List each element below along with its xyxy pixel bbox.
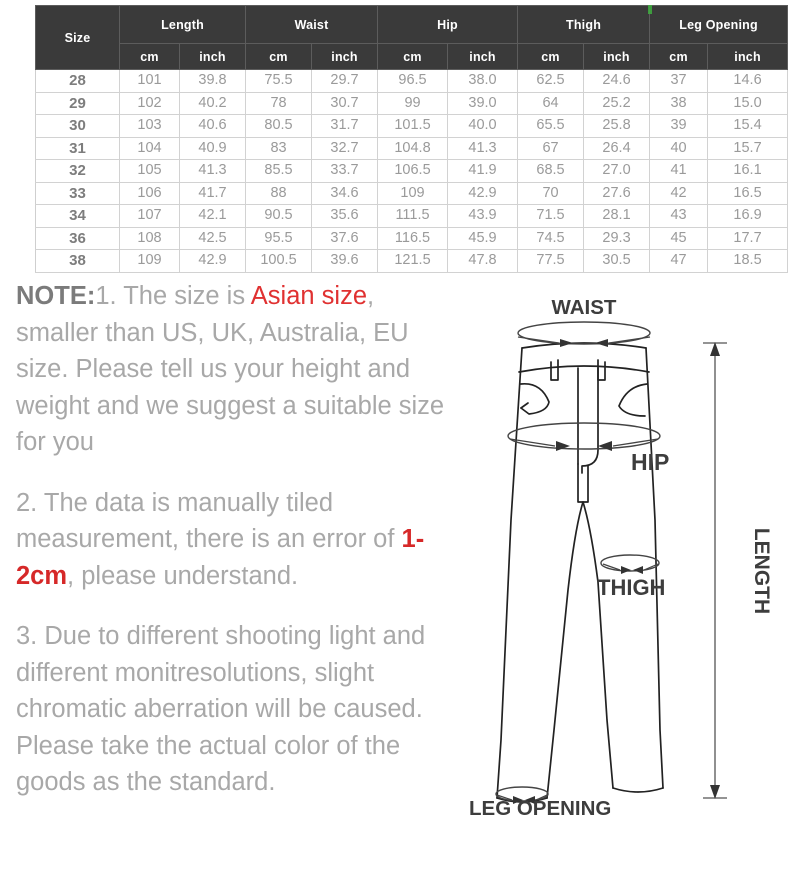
belt-loop-right — [598, 360, 605, 380]
cell-measure: 43.9 — [448, 205, 518, 228]
note-1-text-b: , smaller than US, UK, Australia, EU size. Please tell us your height and weight and we suggest a suitable size for you — [16, 282, 445, 456]
header-group-length: Length — [120, 6, 246, 44]
header-group-waist: Waist — [246, 6, 378, 44]
hip-measure-ellipse — [508, 423, 660, 449]
cell-measure: 37.6 — [312, 227, 378, 250]
cell-measure: 41 — [650, 160, 708, 183]
table-row — [36, 227, 788, 250]
note-item-3 — [16, 618, 456, 801]
jeans-measurement-illustration — [455, 290, 790, 830]
header-unit-length-cm: cm — [120, 44, 180, 70]
header-unit-hip-inch: inch — [448, 44, 518, 70]
table-row — [36, 92, 788, 115]
note-3-text: 3. Due to different shooting light and different monitresolutions, slight chromatic aberration will be caused. Please take the actual color of the goods as the standard. — [16, 622, 426, 796]
cell-measure: 106.5 — [378, 160, 448, 183]
header-unit-waist-inch: inch — [312, 44, 378, 70]
belt-loop-left — [551, 360, 558, 380]
cell-measure: 15.0 — [708, 92, 788, 115]
cell-measure: 116.5 — [378, 227, 448, 250]
cell-measure: 78 — [246, 92, 312, 115]
note-1-highlight: Asian size — [250, 282, 368, 310]
cell-size: 29 — [36, 92, 120, 115]
header-unit-leg-opening-inch: inch — [708, 44, 788, 70]
cell-measure: 42.1 — [180, 205, 246, 228]
cell-measure: 15.7 — [708, 137, 788, 160]
cell-measure: 29.7 — [312, 70, 378, 93]
cell-measure: 14.6 — [708, 70, 788, 93]
cell-measure: 41.3 — [180, 160, 246, 183]
cell-measure: 16.5 — [708, 182, 788, 205]
cell-measure: 62.5 — [518, 70, 584, 93]
cell-measure: 43 — [650, 205, 708, 228]
pants-left-outseam — [497, 348, 522, 798]
cell-measure: 42.9 — [180, 250, 246, 273]
cell-measure: 34.6 — [312, 182, 378, 205]
cell-measure: 104 — [120, 137, 180, 160]
cell-measure: 27.0 — [584, 160, 650, 183]
cell-measure: 40.2 — [180, 92, 246, 115]
cell-measure: 17.7 — [708, 227, 788, 250]
header-row-units — [36, 44, 788, 70]
cell-measure: 27.6 — [584, 182, 650, 205]
cell-measure: 90.5 — [246, 205, 312, 228]
cell-measure: 108 — [120, 227, 180, 250]
size-chart-table-container — [35, 5, 762, 273]
cell-measure: 28.1 — [584, 205, 650, 228]
cell-measure: 106 — [120, 182, 180, 205]
label-thigh: THIGH — [597, 575, 666, 600]
table-row — [36, 115, 788, 138]
cell-measure: 105 — [120, 160, 180, 183]
table-row — [36, 250, 788, 273]
cell-measure: 111.5 — [378, 205, 448, 228]
cell-measure: 121.5 — [378, 250, 448, 273]
cell-measure: 77.5 — [518, 250, 584, 273]
fly-bottom — [578, 464, 588, 502]
cell-measure: 74.5 — [518, 227, 584, 250]
cell-measure: 95.5 — [246, 227, 312, 250]
cell-measure: 15.4 — [708, 115, 788, 138]
pocket-left — [521, 384, 549, 414]
inseam-left — [547, 502, 583, 798]
table-header — [36, 6, 788, 70]
cell-measure: 102 — [120, 92, 180, 115]
thigh-arrows — [621, 566, 643, 574]
cell-size: 31 — [36, 137, 120, 160]
cell-size: 30 — [36, 115, 120, 138]
green-marker — [648, 5, 652, 14]
cell-measure: 38.0 — [448, 70, 518, 93]
cell-measure: 99 — [378, 92, 448, 115]
cell-measure: 25.8 — [584, 115, 650, 138]
inseam-right — [583, 502, 613, 788]
cell-measure: 65.5 — [518, 115, 584, 138]
cell-measure: 64 — [518, 92, 584, 115]
cell-measure: 75.5 — [246, 70, 312, 93]
table-row — [36, 137, 788, 160]
cell-measure: 100.5 — [246, 250, 312, 273]
cell-measure: 40.9 — [180, 137, 246, 160]
pants-waistband-bottom — [519, 366, 649, 372]
table-row — [36, 182, 788, 205]
cell-measure: 33.7 — [312, 160, 378, 183]
cell-measure: 83 — [246, 137, 312, 160]
waist-measure-ellipse — [518, 322, 650, 344]
cell-measure: 67 — [518, 137, 584, 160]
cell-measure: 42.9 — [448, 182, 518, 205]
cell-size: 34 — [36, 205, 120, 228]
size-chart-table — [35, 5, 788, 273]
note-2-highlight: 1-2cm — [16, 525, 425, 590]
cell-measure: 45.9 — [448, 227, 518, 250]
header-group-leg-opening: Leg Opening — [650, 6, 788, 44]
cell-measure: 85.5 — [246, 160, 312, 183]
header-size: Size — [36, 6, 120, 70]
cell-measure: 109 — [120, 250, 180, 273]
cell-measure: 31.7 — [312, 115, 378, 138]
cell-size: 32 — [36, 160, 120, 183]
cell-measure: 42.5 — [180, 227, 246, 250]
cell-measure: 16.1 — [708, 160, 788, 183]
header-unit-thigh-inch: inch — [584, 44, 650, 70]
note-2-text-a: 2. The data is manually tiled measurement, there is an error of — [16, 488, 402, 553]
cell-measure: 16.9 — [708, 205, 788, 228]
header-unit-waist-cm: cm — [246, 44, 312, 70]
cell-size: 36 — [36, 227, 120, 250]
cell-measure: 39.0 — [448, 92, 518, 115]
cell-measure: 45 — [650, 227, 708, 250]
label-waist: WAIST — [551, 296, 617, 319]
cell-measure: 25.2 — [584, 92, 650, 115]
note-label: NOTE: — [16, 282, 96, 310]
cell-measure: 39.6 — [312, 250, 378, 273]
cell-measure: 103 — [120, 115, 180, 138]
header-unit-leg-opening-cm: cm — [650, 44, 708, 70]
cell-size: 28 — [36, 70, 120, 93]
pocket-left-detail — [521, 403, 528, 408]
cell-measure: 30.5 — [584, 250, 650, 273]
header-group-hip: Hip — [378, 6, 518, 44]
cell-measure: 40 — [650, 137, 708, 160]
pocket-right — [619, 384, 647, 416]
cell-measure: 18.5 — [708, 250, 788, 273]
cell-measure: 32.7 — [312, 137, 378, 160]
note-1-text-a: 1. The size is — [95, 282, 251, 310]
header-unit-length-inch: inch — [180, 44, 246, 70]
header-row-groups — [36, 6, 788, 44]
label-length: LENGTH — [750, 527, 773, 615]
label-hip: HIP — [631, 449, 670, 475]
cell-measure: 39.8 — [180, 70, 246, 93]
cell-measure: 104.8 — [378, 137, 448, 160]
cell-measure: 30.7 — [312, 92, 378, 115]
cell-size: 33 — [36, 182, 120, 205]
cell-measure: 68.5 — [518, 160, 584, 183]
cell-measure: 41.3 — [448, 137, 518, 160]
cell-measure: 40.6 — [180, 115, 246, 138]
cell-size: 38 — [36, 250, 120, 273]
cell-measure: 101 — [120, 70, 180, 93]
thigh-measure-ellipse — [601, 555, 659, 571]
cell-measure: 101.5 — [378, 115, 448, 138]
header-group-thigh: Thigh — [518, 6, 650, 44]
waist-arrow-line-right — [609, 337, 650, 343]
measurement-diagram — [455, 290, 790, 830]
hem-right — [613, 788, 663, 792]
cell-measure: 42 — [650, 182, 708, 205]
cell-measure: 109 — [378, 182, 448, 205]
cell-measure: 26.4 — [584, 137, 650, 160]
notes-section — [16, 278, 456, 801]
header-unit-hip-cm: cm — [378, 44, 448, 70]
label-leg-opening: LEG OPENING — [469, 797, 612, 820]
note-item-1 — [16, 278, 456, 461]
cell-measure: 41.7 — [180, 182, 246, 205]
waist-arrow-line-left — [518, 337, 559, 343]
cell-measure: 40.0 — [448, 115, 518, 138]
cell-measure: 35.6 — [312, 205, 378, 228]
cell-measure: 47.8 — [448, 250, 518, 273]
note-2-text-b: , please understand. — [67, 561, 299, 590]
cell-measure: 38 — [650, 92, 708, 115]
cell-measure: 96.5 — [378, 70, 448, 93]
fly-curve — [582, 368, 598, 473]
table-row — [36, 160, 788, 183]
cell-measure: 47 — [650, 250, 708, 273]
cell-measure: 41.9 — [448, 160, 518, 183]
note-item-2 — [16, 485, 456, 595]
cell-measure: 37 — [650, 70, 708, 93]
table-row — [36, 70, 788, 93]
cell-measure: 107 — [120, 205, 180, 228]
cell-measure: 71.5 — [518, 205, 584, 228]
header-unit-thigh-cm: cm — [518, 44, 584, 70]
cell-measure: 29.3 — [584, 227, 650, 250]
cell-measure: 39 — [650, 115, 708, 138]
table-body — [36, 70, 788, 273]
cell-measure: 80.5 — [246, 115, 312, 138]
table-row — [36, 205, 788, 228]
cell-measure: 24.6 — [584, 70, 650, 93]
cell-measure: 88 — [246, 182, 312, 205]
cell-measure: 70 — [518, 182, 584, 205]
